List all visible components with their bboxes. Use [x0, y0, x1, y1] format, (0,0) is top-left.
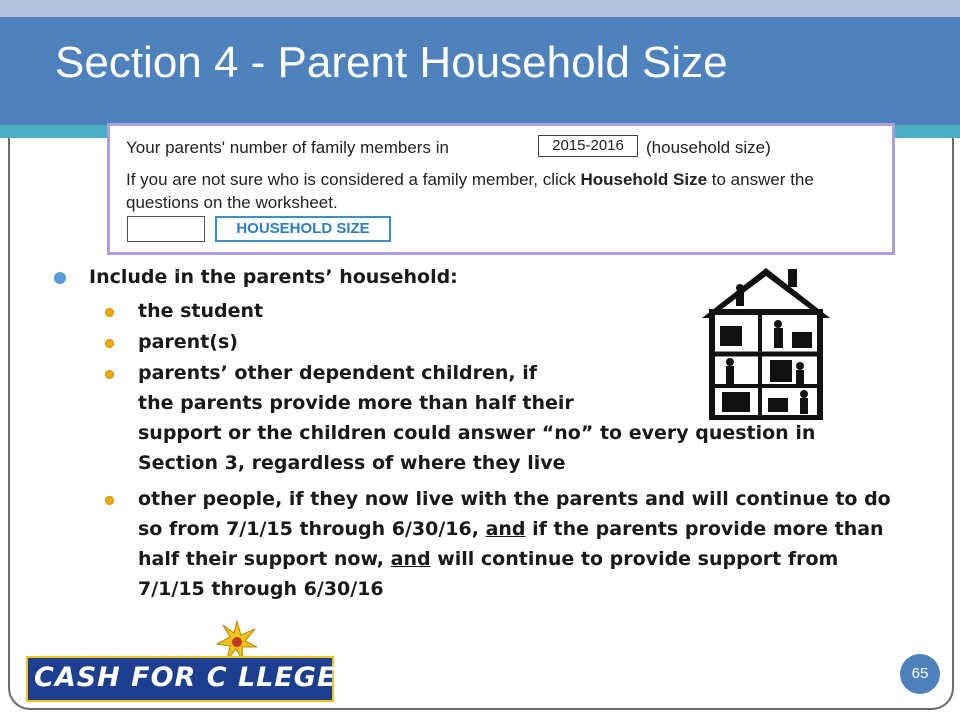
help-text-post: to answer the questions on the worksheet. [126, 170, 814, 212]
fafsa-screenshot [107, 123, 895, 255]
top-strip [0, 0, 960, 17]
bullet-dot [105, 370, 114, 379]
household-size-button[interactable]: HOUSEHOLD SIZE [215, 216, 391, 242]
bullet-dot [105, 308, 114, 317]
help-text-bold: Household Size [580, 170, 708, 189]
screenshot-question-suffix: (household size) [646, 138, 771, 157]
emphasis-and: and [485, 518, 526, 540]
list-heading: Include in the parents’ household: [89, 266, 458, 288]
list-item-line: parents’ other dependent children, if [138, 362, 537, 384]
list-item: parent(s) [138, 331, 238, 353]
help-text-pre: If you are not sure who is considered a family member, click [126, 170, 581, 189]
cash-for-college-logo [26, 656, 337, 702]
house-family-icon [700, 266, 832, 420]
emphasis-and: and [390, 548, 431, 570]
list-item-text: will continue to provide support from 7/1/15 through 6/30/16 [138, 548, 839, 600]
list-item-text: other people, if they now live with the parents and will continue to do so from 7/1/15 through 6/30/16, [138, 488, 891, 540]
bullet-dot [105, 339, 114, 348]
list-item: the student [138, 300, 264, 322]
page-number: 65 [900, 654, 940, 694]
bullet-dot [54, 272, 66, 284]
list-item-line: the parents provide more than half their [138, 392, 574, 414]
list-item-line: support or the children could answer “no” to every question in [138, 422, 816, 444]
screenshot-question-label: Your parents' number of family members in [126, 138, 449, 157]
household-size-input[interactable] [127, 216, 205, 242]
list-item [138, 484, 908, 604]
list-item-line: Section 3, regardless of where they live [138, 452, 566, 474]
slide-title: Section 4 - Parent Household Size [55, 38, 728, 87]
list-item-text: if the parents provide more than half their support now, [138, 518, 884, 570]
bullet-dot [105, 496, 114, 505]
screenshot-help-text [126, 168, 886, 214]
screenshot-year-field: 2015-2016 [538, 135, 638, 157]
logo-text: CASH FOR C LLEGE [34, 662, 337, 693]
